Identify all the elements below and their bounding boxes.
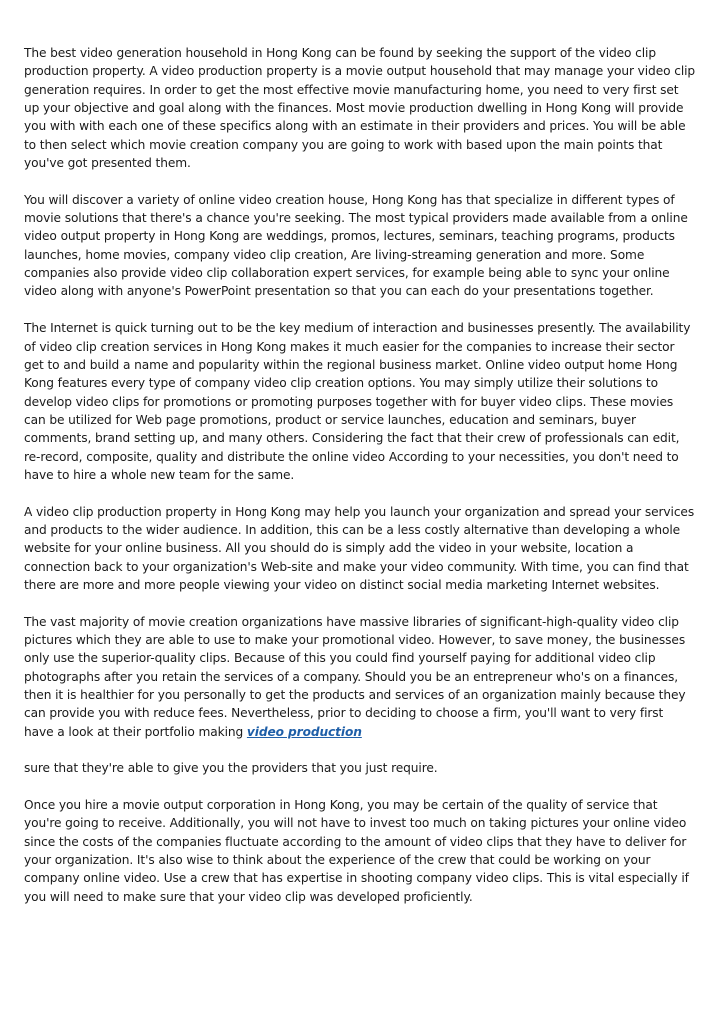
paragraph-5	[24, 613, 696, 741]
paragraph-4: A video clip production property in Hong Kong may help you launch your organization and spread your services and products to the wider audience. In addition, this can be a less costly alternative than developing a whole website for your online business. All you should do is simply add the video in your website, location a connection back to your organization's Web-site and make your video community. With time, you can find that there are more and more people viewing your video on distinct social media marketing Internet websites.	[24, 504, 695, 592]
paragraph-7: Once you hire a movie output corporation in Hong Kong, you may be certain of the quality of service that you're going to receive. Additionally, you will not have to invest too much on taking pictures your online video since the costs of the companies fluctuate according to the amount of video clips that they have to deliver for your organization. It's also wise to think about the experience of the crew that could be working on your company online video. Use a crew that has expertise in shooting company video clips. This is vital especially if you will need to make sure that your video clip was developed proficiently.	[24, 798, 689, 904]
article-body	[24, 44, 696, 925]
paragraph-3: The Internet is quick turning out to be the key medium of interaction and businesses presently. The availability of video clip creation services in Hong Kong makes it much easier for the companies to increase their sector get to and build a name and popularity within the regional business market. Online video output home Hong Kong features every type of company video clip creation options. You may simply utilize their solutions to develop video clips for promotions or promoting purposes together with for buyer video clips. These movies can be utilized for Web page promotions, product or service launches, education and seminars, buyer comments, brand setting up, and many others. Considering the fact that their crew of professionals can edit, re-record, composite, quality and distribute the online video According to your necessities, you don't need to have to hire a whole new team for the same.	[24, 321, 691, 482]
video-production-link[interactable]: video production	[246, 724, 362, 739]
paragraph-5-text: The vast majority of movie creation organizations have massive libraries of significant-high-quality video clip pictures which they are able to use to make your promotional video. However, to save money, the businesses only use the superior-quality clips. Because of this you could find yourself paying for additional video clip photographs after you retain the services of a company. Should you be an entrepreneur who's on a finances, then it is healthier for you personally to get the products and services of an organization mainly because they can provide you with reduce fees. Nevertheless, prior to deciding to choose a firm, you'll want to very first have a look at their portfolio making	[24, 614, 686, 739]
paragraph-2: You will discover a variety of online video creation house, Hong Kong has that specialize in different types of movie solutions that there's a chance you're seeking. The most typical providers made available from a online video output property in Hong Kong are weddings, promos, lectures, seminars, teaching programs, products launches, home movies, company video clip creation, Are living-streaming generation and more. Some companies also provide video clip collaboration expert services, for example being able to sync your online video along with anyone's PowerPoint presentation so that you can each do your presentations together.	[24, 192, 688, 299]
paragraph-6: sure that they're able to give you the providers that you just require.	[24, 761, 438, 776]
paragraph-1: The best video generation household in Hong Kong can be found by seeking the support of the video clip production property. A video production property is a movie output household that may manage your video clip generation requires. In order to get the most effective movie manufacturing home, you need to very first set up your objective and goal along with the finances. Most movie production dwelling in Hong Kong will provide you with with each one of these specifics along with an estimate in their providers and prices. You will be able to then select which movie creation company you are going to work with based upon the main points that you've got presented them.	[24, 46, 696, 171]
